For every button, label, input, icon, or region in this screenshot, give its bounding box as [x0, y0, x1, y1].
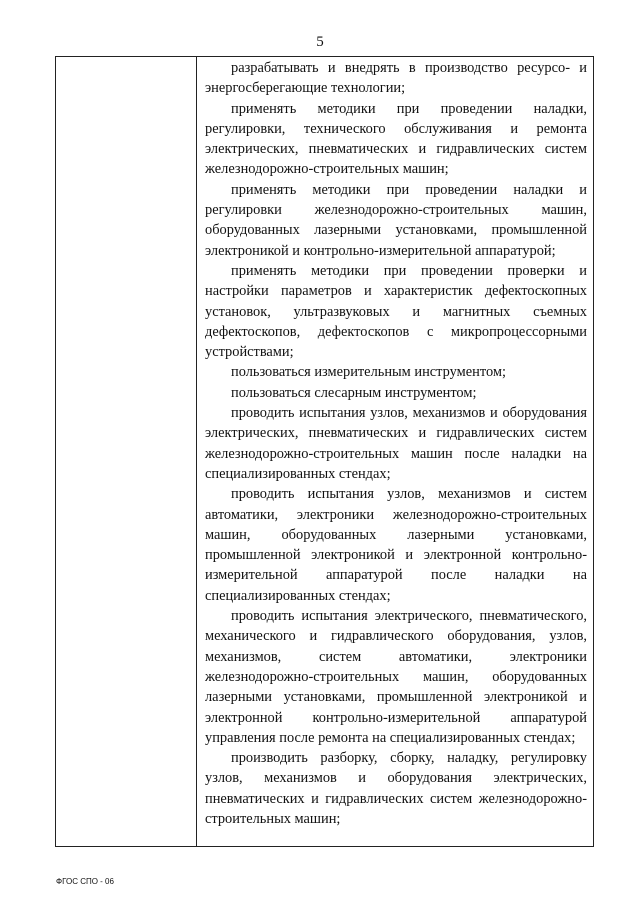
page-number: 5: [316, 34, 324, 50]
skill-item: производить разборку, сборку, наладку, регулировку узлов, механизмов и оборудования электрических, пневматических и гидравлических систем железнодорожно-строительных машин;: [205, 750, 587, 827]
skill-item: проводить испытания узлов, механизмов и оборудования электрических, пневматических и гидравлических систем железнодорожно-строительных машин после наладки на специализированных стендах;: [205, 405, 587, 482]
skill-item: пользоваться измерительным инструментом;: [231, 364, 506, 381]
skill-item: применять методики при проведении проверки и настройки параметров и характеристик дефектоскопных установок, ультразвуковых и магнитных съемных дефектоскопов, дефектоскопов с микропроцессорными устройствами;: [205, 262, 587, 361]
table-left-cell: [56, 57, 197, 846]
table-right-cell: [198, 57, 594, 846]
document-code: ФГОС СПО - 06: [56, 877, 114, 886]
skill-item: применять методики при проведении наладки, регулировки, технического обслуживания и ремонта электрических, пневматических и гидравлических систем железнодорожно-строительных машин;: [205, 100, 587, 178]
skill-item: проводить испытания узлов, механизмов и систем автоматики, электроники железнодорожно-строительных машин, оборудованных лазерными установками, промышленной электроникой и электронной контрольно-измерительной аппаратурой после наладки на специализированных стендах;: [205, 486, 587, 604]
skill-item: применять методики при проведении наладки и регулировки железнодорожно-строительных машин, оборудованных лазерными установками, промышленной электроникой и контрольно-измерительной аппаратурой;: [205, 181, 587, 259]
skill-item: разрабатывать и внедрять в производство ресурсо- и энергосберегающие технологии;: [205, 60, 587, 97]
skill-item: проводить испытания электрического, пневматического, механического и гидравлического оборудования, узлов, механизмов, систем автоматики, электроники железнодорожно-строительных машин, оборудованных лазерными установками, промышленной электроникой и электронной контрольно-измерительной аппаратурой управления после ремонта на специализированных стендах;: [205, 608, 587, 746]
skill-item: пользоваться слесарным инструментом;: [231, 384, 477, 401]
requirements-table: [55, 56, 594, 847]
